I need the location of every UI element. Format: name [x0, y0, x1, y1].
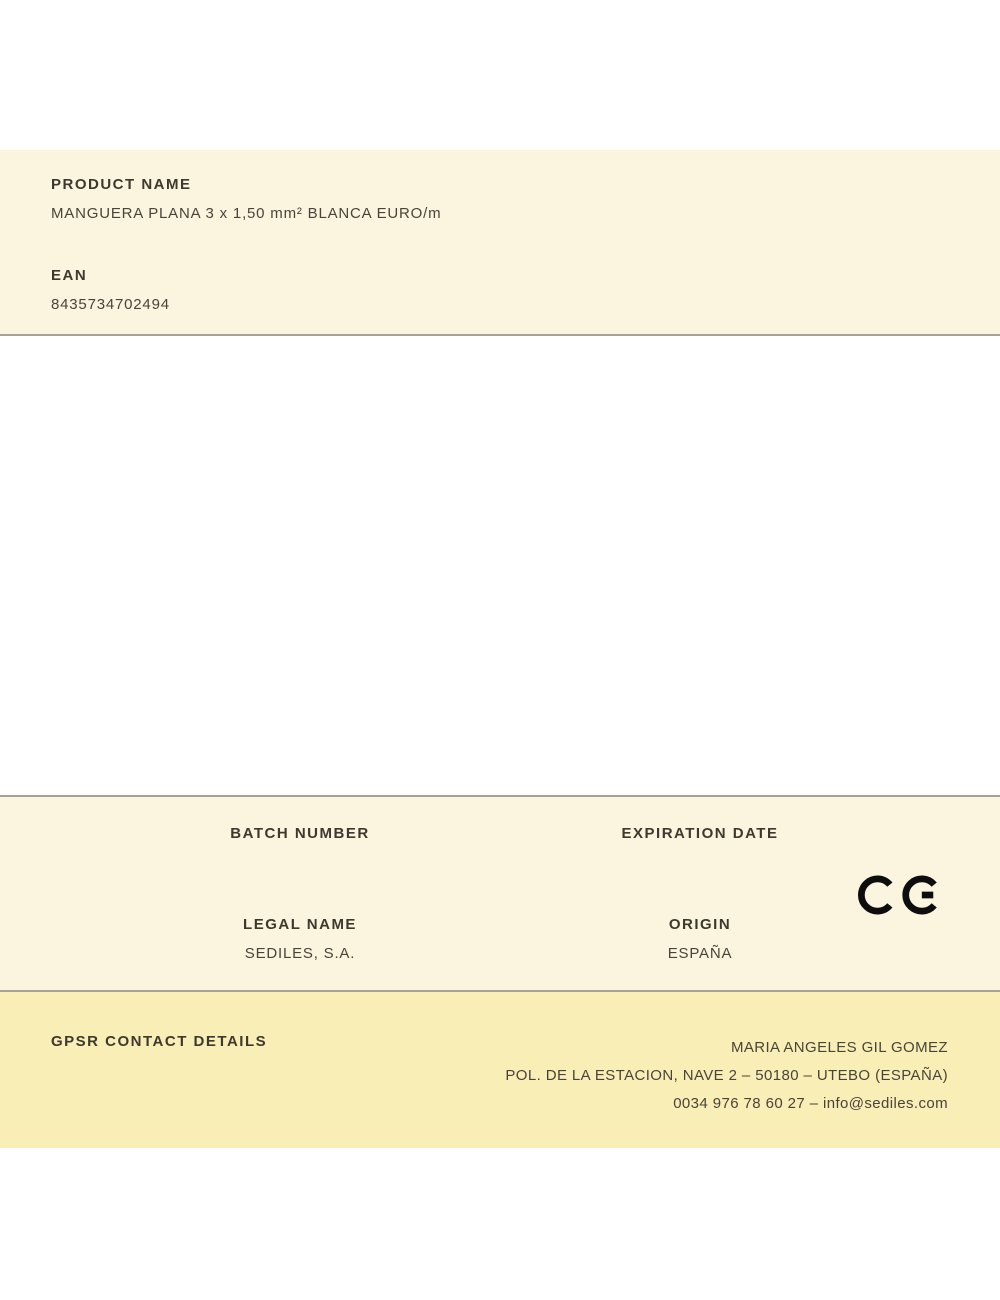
batch-expiration-row: [0, 826, 1000, 842]
middle-whitespace: [0, 336, 1000, 795]
gpsr-contact-details: [505, 1034, 948, 1118]
contact-person: MARIA ANGELES GIL GOMEZ: [730, 1039, 948, 1056]
contact-address: POL. DE LA ESTACION, NAVE 2 – 50180 – UTEBO (ESPAÑA): [505, 1067, 948, 1084]
ce-mark-icon: [858, 866, 942, 924]
origin-label: ORIGIN: [668, 916, 732, 933]
product-name-label: PRODUCT NAME: [51, 176, 192, 193]
batch-number-label: BATCH NUMBER: [230, 825, 370, 842]
legal-name-label: LEGAL NAME: [243, 916, 357, 933]
legal-name-column: [100, 917, 500, 962]
legal-name-value: SEDILES, S.A.: [244, 945, 356, 962]
batch-number-column: [100, 826, 500, 842]
contact-phone-email: 0034 976 78 60 27 – info@sediles.com: [673, 1095, 948, 1112]
legal-origin-row: [0, 917, 1000, 962]
expiration-date-label: EXPIRATION DATE: [621, 825, 779, 842]
ean-value: 8435734702494: [51, 296, 170, 313]
origin-value: ESPAÑA: [667, 945, 733, 962]
top-whitespace: [0, 0, 1000, 150]
gpsr-contact-label: GPSR CONTACT DETAILS: [51, 1033, 268, 1050]
gpsr-contact-section: [0, 992, 1000, 1148]
expiration-date-column: [500, 826, 900, 842]
batch-origin-section: [0, 795, 1000, 992]
ean-label: EAN: [51, 267, 88, 284]
origin-column: [500, 917, 900, 962]
product-info-section: [0, 150, 1000, 336]
product-name-value: MANGUERA PLANA 3 x 1,50 mm² BLANCA EURO/m: [51, 205, 442, 222]
